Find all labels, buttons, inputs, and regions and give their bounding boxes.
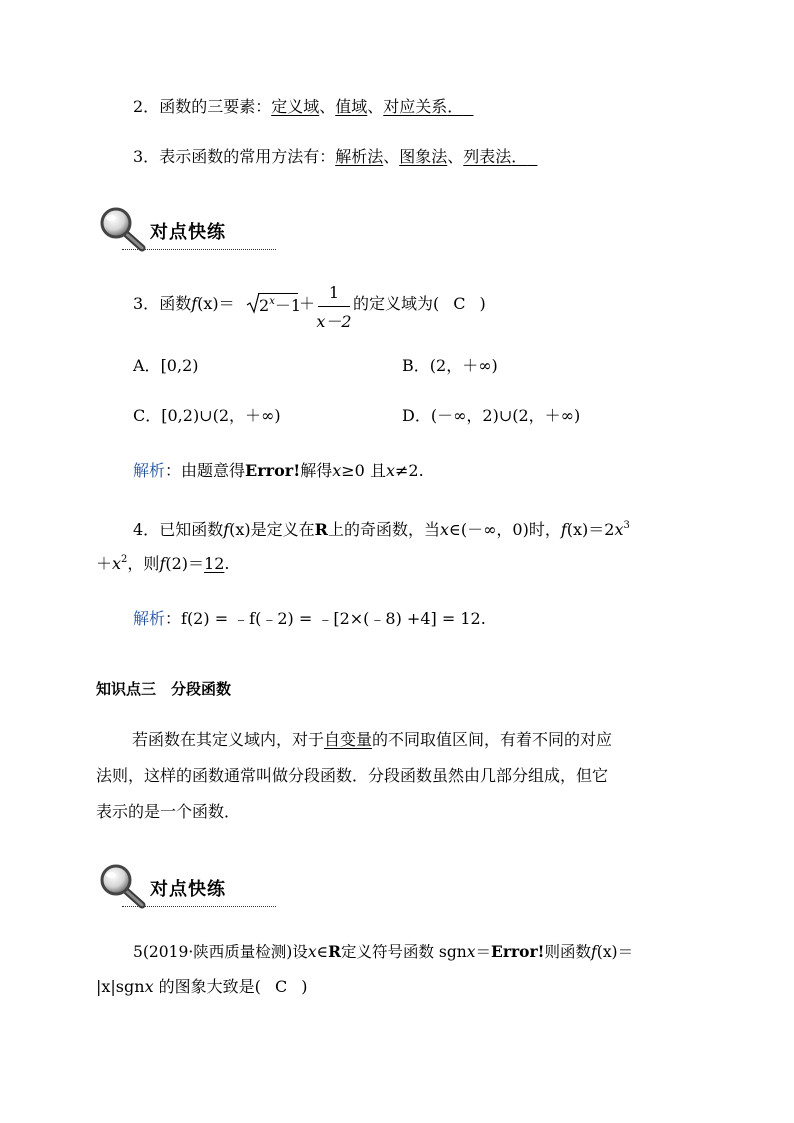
option-c: C．[0,2)∪(2，＋∞)	[133, 406, 281, 425]
plus-sign: ＋	[299, 294, 316, 313]
analysis-label: 解析	[133, 461, 166, 480]
dotted-rule	[122, 249, 276, 250]
section-title: 对点快练	[150, 879, 226, 900]
option-a: A．[0,2)	[133, 356, 199, 375]
answer: C	[274, 977, 288, 996]
knowledge-title: 知识点三 分段函数	[96, 680, 232, 698]
answer: C	[453, 294, 466, 313]
question-3: 3．函数f(x)＝	[133, 294, 235, 313]
option-b: B．(2，＋∞)	[402, 356, 498, 375]
question-5-line-2: |x|sgnx 的图象大致是( C )	[96, 977, 308, 996]
fraction-denominator: x－2	[316, 312, 352, 331]
fraction-numerator: 1	[328, 283, 340, 302]
answer-blank: 解析法	[335, 147, 384, 166]
answer-blank: 自变量	[324, 730, 373, 749]
magnifier-icon	[98, 206, 148, 252]
question-4-line-2: $+x^2$，则f(2)＝12.	[96, 554, 230, 573]
answer-blank: 列表法．	[463, 147, 528, 166]
option-d: D．(－∞，2)∪(2，＋∞)	[402, 406, 581, 425]
knowledge-paragraph: 若函数在其定义域内，对于自变量的不同取值区间，有着不同的对应 法则，这样的函数通常叫做分段函数．分段函数虽然由几部分组成，但它 表示的是一个函数．	[96, 730, 613, 821]
answer-blank: 定义域	[271, 97, 320, 116]
analysis-label: 解析	[133, 609, 166, 628]
answer-blank: 图象法	[399, 147, 448, 166]
dotted-rule	[122, 906, 276, 907]
answer-blank: 12	[204, 554, 225, 573]
fraction-bar	[318, 306, 350, 307]
item-2: 2．函数的三要素：定义域、值域、对应关系．	[133, 97, 473, 117]
sqrt-sign	[246, 292, 260, 314]
analysis-3: 解析：由题意得Error!解得x≥0 且x≠2.	[133, 461, 424, 480]
radicand: $2^x-1$	[259, 296, 302, 315]
answer-blank: 对应关系．	[383, 97, 464, 116]
answer-blank: 值域	[335, 97, 368, 116]
question-4-line-1: 4．已知函数f(x)是定义在R上的奇函数，当x∈(－∞，0)时，$f(x)=2x^3$	[133, 520, 630, 539]
section-title: 对点快练	[150, 222, 226, 243]
question-5-line-1: 5(2019·陕西质量检测)设x∈R定义符号函数 sgnx＝Error!则函数f(x)＝	[133, 942, 634, 961]
section-header	[98, 863, 276, 907]
analysis-4: 解析：f(2) = ﹣f(﹣2) = ﹣[2×(﹣8) +4] = 12.	[133, 609, 486, 628]
magnifier-icon	[98, 863, 148, 909]
question-3-tail: 的定义域为( C )	[353, 294, 486, 313]
item-3: 3．表示函数的常用方法有：解析法、图象法、列表法．	[133, 147, 537, 167]
section-header	[98, 206, 276, 250]
sqrt-overline	[258, 293, 298, 294]
